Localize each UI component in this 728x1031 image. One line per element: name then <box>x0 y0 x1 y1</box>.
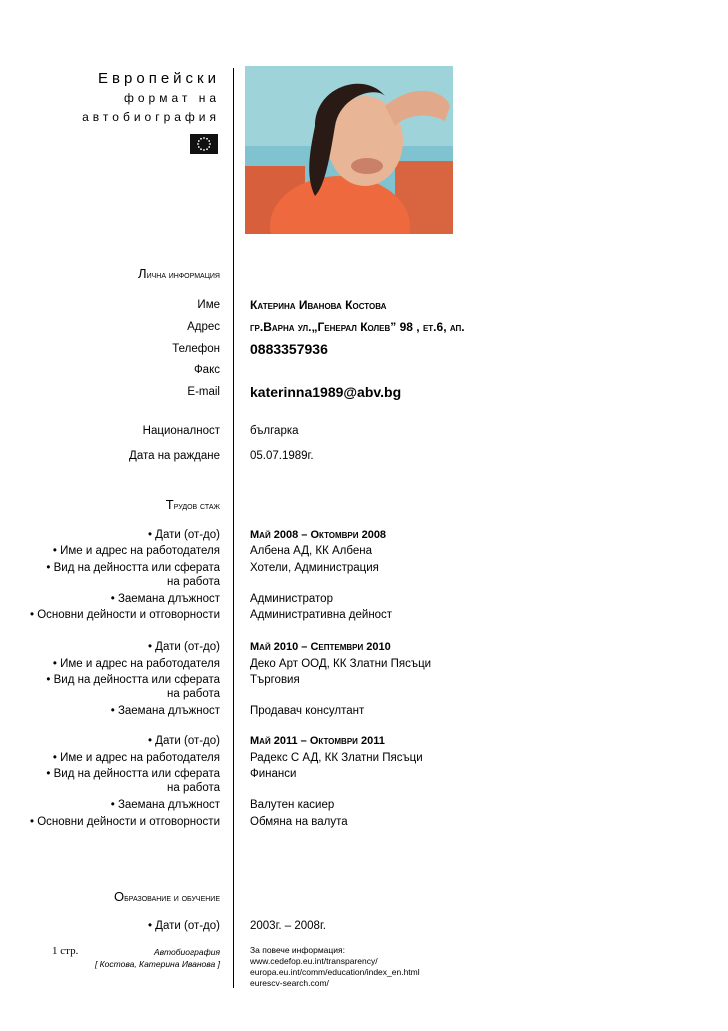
birthdate-label: Дата на раждане <box>129 450 220 462</box>
profile-photo <box>245 66 453 234</box>
job1-duties-label: • Основни дейности и отговорности <box>30 609 220 621</box>
nationality-value: българка <box>250 425 299 437</box>
job3-duties-label: • Основни дейности и отговорности <box>30 816 220 828</box>
name-value: Катерина Иванова Костова <box>250 298 387 312</box>
job1-dates-value: Май 2008 – Октомври 2008 <box>250 529 387 541</box>
footer-doc-title: Автобиография <box>154 947 220 957</box>
job3-employer-label: • Име и адрес на работодателя <box>52 752 220 764</box>
job3-employer-value: Радекс С АД, КК Златни Пясъци <box>250 752 423 764</box>
address-value: гр.Варна ул.„Генерал Колев” 98 , ет.6, ап. <box>250 320 465 334</box>
email-label: E-mail <box>187 386 220 398</box>
job2-employer-value: Деко Арт ООД, КК Златни Пясъци <box>250 658 432 670</box>
footer-info-1: За повече информация: <box>250 945 345 955</box>
footer-info-2: www.cedefop.eu.int/transparency/ <box>250 956 378 966</box>
education-dates-label: • Дати (от-до) <box>147 920 220 932</box>
job3-dates-value: Май 2011 – Октомври 2011 <box>250 735 385 747</box>
job1-position-label: • Заемана длъжност <box>110 593 220 605</box>
address-label: Адрес <box>187 321 220 333</box>
footer-info-4: eurescv-search.com/ <box>250 978 329 988</box>
header-line-2: формат на <box>123 91 220 105</box>
section-personal-title: Лична информация <box>138 266 220 281</box>
eu-flag-icon <box>190 134 218 154</box>
job1-employer-label: • Име и адрес на работодателя <box>52 545 220 557</box>
job1-duties-value: Административна дейност <box>250 609 393 621</box>
phone-value: 0883357936 <box>250 341 328 357</box>
divider-line <box>233 68 234 988</box>
header-line-3: автобиография <box>82 110 220 124</box>
job1-sector-value: Хотели, Администрация <box>250 562 379 574</box>
education-dates-value: 2003г. – 2008г. <box>250 920 326 932</box>
section-education-title: Образование и обучение <box>114 889 220 904</box>
name-label: Име <box>197 299 220 311</box>
phone-label: Телефон <box>172 343 220 355</box>
birthdate-value: 05.07.1989г. <box>250 450 314 462</box>
job1-employer-value: Албена АД, КК Албена <box>250 545 372 557</box>
job1-sector-label: • Вид на дейността или сферата на работа <box>46 562 220 588</box>
job2-sector-value: Търговия <box>250 674 300 686</box>
section-work-title: Трудов стаж <box>165 497 220 512</box>
footer-person: [ Костова, Катерина Иванова ] <box>94 959 220 969</box>
job3-dates-label: • Дати (от-до) <box>147 735 220 747</box>
page-number: 1 стр. <box>52 945 79 957</box>
footer-info-3: europa.eu.int/comm/education/index_en.html <box>250 967 420 977</box>
job2-dates-label: • Дати (от-до) <box>147 641 220 653</box>
job2-position-value: Продавач консултант <box>250 705 365 717</box>
fax-label: Факс <box>193 364 220 376</box>
email-value: katerinna1989@abv.bg <box>250 384 402 400</box>
job3-position-label: • Заемана длъжност <box>110 799 220 811</box>
job3-sector-label: • Вид на дейността или сферата на работа <box>46 768 220 794</box>
job2-employer-label: • Име и адрес на работодателя <box>52 658 220 670</box>
job1-dates-label: • Дати (от-до) <box>147 529 220 541</box>
job3-sector-value: Финанси <box>250 768 297 780</box>
job1-position-value: Администратор <box>250 593 333 605</box>
job2-sector-label: • Вид на дейността или сферата на работа <box>46 674 220 700</box>
nationality-label: Националност <box>142 425 220 437</box>
job2-dates-value: Май 2010 – Септември 2010 <box>250 641 391 653</box>
job3-duties-value: Обмяна на валута <box>250 816 348 828</box>
job3-position-value: Валутен касиер <box>250 799 335 811</box>
job2-position-label: • Заемана длъжност <box>110 705 220 717</box>
header-line-1: Европейски <box>98 70 220 87</box>
